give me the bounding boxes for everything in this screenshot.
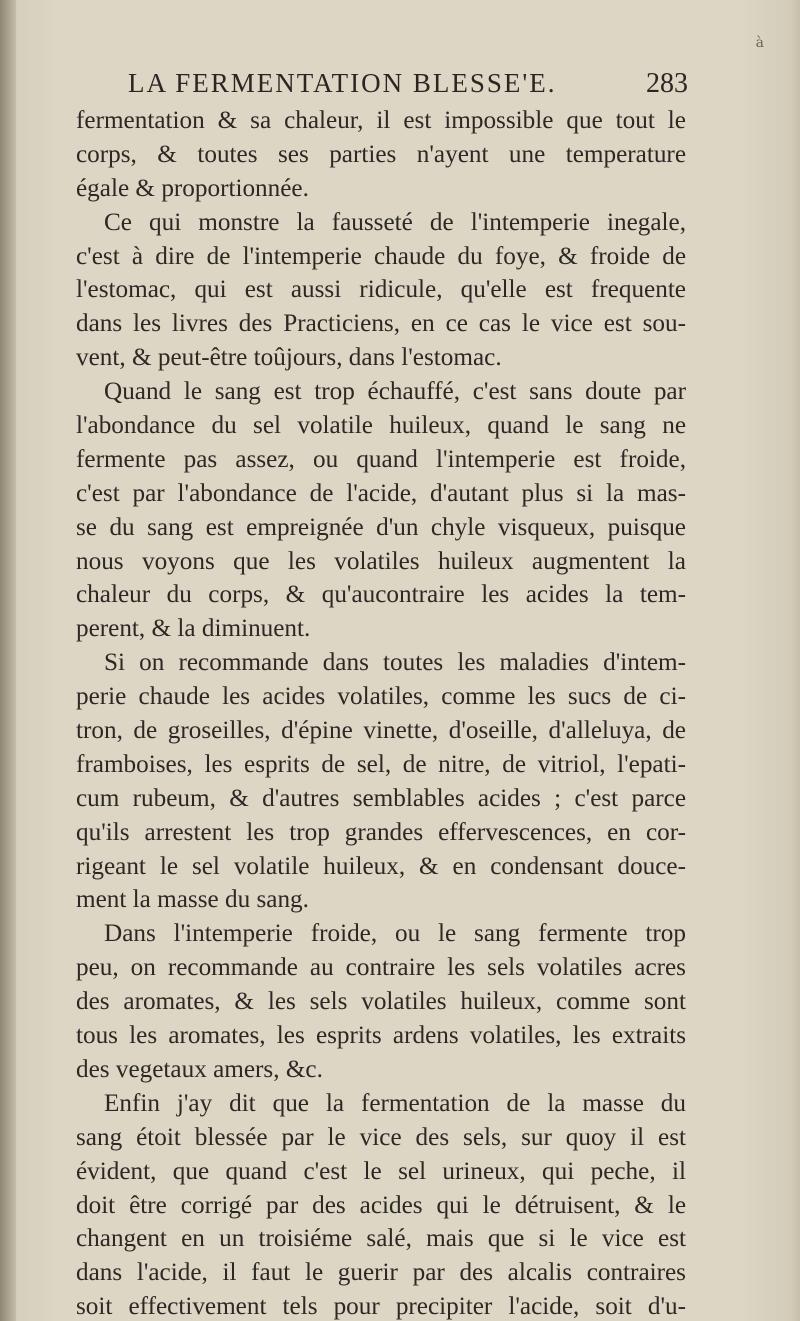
text-line: c'est à dire de l'intemperie chaude du foye, & froide de xyxy=(76,242,686,270)
text-line: chaleur du corps, & qu'aucontraire les acides la tem- xyxy=(76,581,686,609)
body-text xyxy=(76,104,686,1321)
text-line: Quand le sang est trop échauffé, c'est sans doute par xyxy=(104,378,686,406)
running-header xyxy=(128,68,688,104)
text-line: Dans l'intemperie froide, ou le sang fermente trop xyxy=(104,920,686,948)
text-line: doit être corrigé par des acides qui le détruisent, & le xyxy=(76,1191,686,1219)
text-line: se du sang est empreignée d'un chyle visqueux, puisque xyxy=(76,513,686,541)
text-line: cum rubeum, & d'autres semblables acides ; c'est parce xyxy=(76,784,686,812)
text-line: nous voyons que les volatiles huileux augmentent la xyxy=(76,547,686,575)
text-line: tron, de groseilles, d'épine vinette, d'oseille, d'alleluya, de xyxy=(76,717,686,745)
text-line: égale & proportionnée. xyxy=(76,174,309,202)
header-title: LA FERMENTATION BLESSE'E. xyxy=(128,68,557,98)
text-line: soit effectivement tels pour precipiter l'acide, soit d'u- xyxy=(76,1293,686,1321)
text-line: des vegetaux amers, &c. xyxy=(76,1055,323,1083)
text-line: fermente pas assez, ou quand l'intemperie est froide, xyxy=(76,445,686,473)
text-line: évident, que quand c'est le sel urineux, qui peche, il xyxy=(76,1157,686,1185)
text-line: Ce qui monstre la fausseté de l'intemperie inegale, xyxy=(104,208,686,236)
text-line: tous les aromates, les esprits ardens volatiles, les extraits xyxy=(76,1022,686,1050)
text-line: rigeant le sel volatile huileux, & en condensant douce- xyxy=(76,852,686,880)
margin-mark: à xyxy=(755,35,764,51)
text-line: l'abondance du sel volatile huileux, quand le sang ne xyxy=(76,412,686,440)
text-line: dans l'acide, il faut le guerir par des alcalis contraires xyxy=(76,1259,686,1287)
text-line: dans les livres des Practiciens, en ce cas le vice est sou- xyxy=(76,310,686,338)
text-line: des aromates, & les sels volatiles huileux, comme sont xyxy=(76,988,686,1016)
text-line: corps, & toutes ses parties n'ayent une temperature xyxy=(76,140,686,168)
text-line: vent, & peut-être toûjours, dans l'estomac. xyxy=(76,344,502,372)
text-line: sang étoit blessée par le vice des sels, sur quoy il est xyxy=(76,1123,686,1151)
text-line: peu, on recommande au contraire les sels volatiles acres xyxy=(76,954,686,982)
text-line: perie chaude les acides volatiles, comme les sucs de ci- xyxy=(76,683,686,711)
text-line: ment la masse du sang. xyxy=(76,886,309,914)
text-line: changent en un troisiéme salé, mais que si le vice est xyxy=(76,1225,686,1253)
text-line: qu'ils arrestent les trop grandes effervescences, en cor- xyxy=(76,818,686,846)
text-line: perent, & la diminuent. xyxy=(76,615,311,643)
text-line: Enfin j'ay dit que la fermentation de la masse du xyxy=(104,1089,686,1117)
text-line: Si on recommande dans toutes les maladies d'intem- xyxy=(104,649,686,677)
page-number: 283 xyxy=(646,68,688,99)
text-line: c'est par l'abondance de l'acide, d'autant plus si la mas- xyxy=(76,479,686,507)
binding-gutter xyxy=(0,0,16,1321)
text-line: framboises, les esprits de sel, de nitre, de vitriol, l'epati- xyxy=(76,750,686,778)
text-line: fermentation & sa chaleur, il est impossible que tout le xyxy=(76,107,686,134)
text-line: l'estomac, qui est aussi ridicule, qu'elle est frequente xyxy=(76,276,686,304)
